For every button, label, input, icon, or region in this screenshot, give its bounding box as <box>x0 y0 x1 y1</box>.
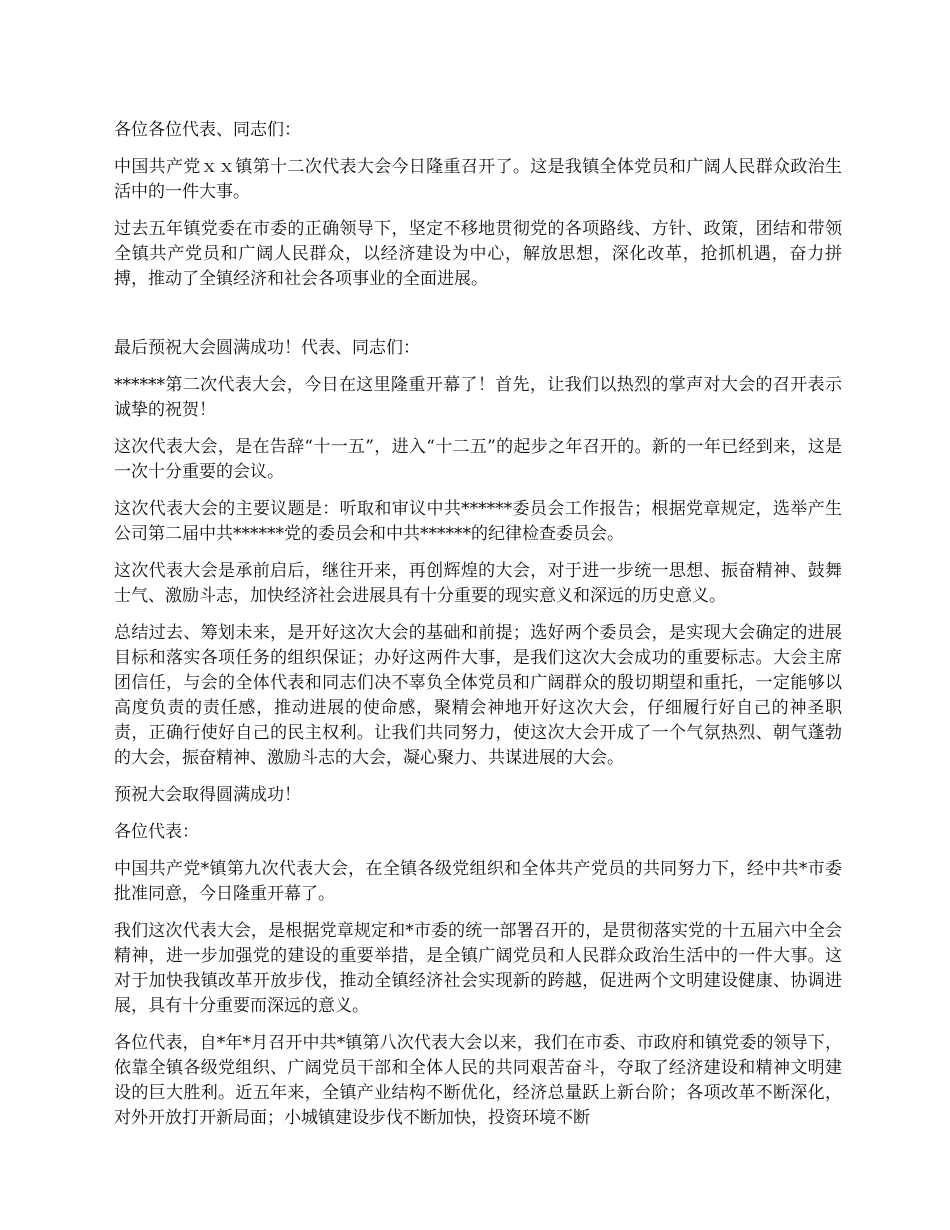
paragraph: 中国共产党*镇第九次代表大会，在全镇各级党组织和全体共产党员的共同努力下，经中共*市委批准同意，今日隆重开幕了。 <box>114 859 842 904</box>
paragraph: 总结过去、筹划未来，是开好这次大会的基础和前提；选好两个委员会，是实现大会确定的进展目标和落实各项任务的组织保证；办好这两件大事，是我们这次大会成功的重要标志。大会主席团信任，与会的全体代表和同志们决不辜负全体党员和广阔群众的殷切期望和重托，一定能够以高度负责的责任感，推动进展的使命感，聚精会神地开好这次大会，仔细履行好自己的神圣职责，正确行使好自己的民主权利。让我们共同努力，使这次大会开成了一个气氛热烈、朝气蓬勃的大会，振奋精神、激励斗志的大会，凝心聚力、共谋进展的大会。 <box>114 623 842 768</box>
paragraph: ******第二次代表大会，今日在这里隆重开幕了！首先，让我们以热烈的掌声对大会的召开表示诚挚的祝贺！ <box>114 375 842 420</box>
paragraph: 这次代表大会是承前启后，继往开来，再创辉煌的大会，对于进一步统一思想、振奋精神、鼓舞士气、激励斗志，加快经济社会进展具有十分重要的现实意义和深远的历史意义。 <box>114 561 842 606</box>
paragraph-salutation: 各位代表： <box>114 822 199 842</box>
document-body <box>114 118 842 1143</box>
paragraph: 各位代表，自*年*月召开中共*镇第八次代表大会以来，我们在市委、市政府和镇党委的领导下，依靠全镇各级党组织、广阔党员干部和全体人民的共同艰苦奋斗，夺取了经济建设和精神文明建设的巨大胜利。近五年来，全镇产业结构不断优化，经济总量跃上新台阶；各项改革不断深化，对外开放打开新局面；小城镇建设步伐不断加快，投资环境不断 <box>114 1033 842 1128</box>
paragraph: 我们这次代表大会，是根据党章规定和*市委的统一部署召开的，是贯彻落实党的十五届六中全会精神，进一步加强党的建设的重要举措，是全镇广阔党员和人民群众政治生活中的一件大事。这对于加快我镇改革开放步伐，推动全镇经济社会实现新的跨越，促进两个文明建设健康、协调进展，具有十分重要而深远的意义。 <box>114 921 842 1016</box>
paragraph-salutation: 各位各位代表、同志们： <box>114 120 301 140</box>
paragraph: 过去五年镇党委在市委的正确领导下，坚定不移地贯彻党的各项路线、方针、政策，团结和带领全镇共产党员和广阔人民群众，以经济建设为中心，解放思想，深化改革，抢抓机遇，奋力拼搏，推动了全镇经济和社会各项事业的全面进展。 <box>114 219 842 289</box>
paragraph: 中国共产党ｘｘ镇第十二次代表大会今日隆重召开了。这是我镇全体党员和广阔人民群众政治生活中的一件大事。 <box>114 157 842 202</box>
paragraph: 预祝大会取得圆满成功！ <box>114 785 301 805</box>
paragraph: 这次代表大会的主要议题是：听取和审议中共******委员会工作报告；根据党章规定，选举产生公司第二届中共******党的委员会和中共******的纪律检查委员会。 <box>114 499 842 544</box>
paragraph: 这次代表大会，是在告辞“十一五”，进入“十二五”的起步之年召开的。新的一年已经到来，这是一次十分重要的会议。 <box>114 437 842 482</box>
paragraph: 最后预祝大会圆满成功！代表、同志们： <box>114 338 420 358</box>
section-gap <box>114 304 842 336</box>
